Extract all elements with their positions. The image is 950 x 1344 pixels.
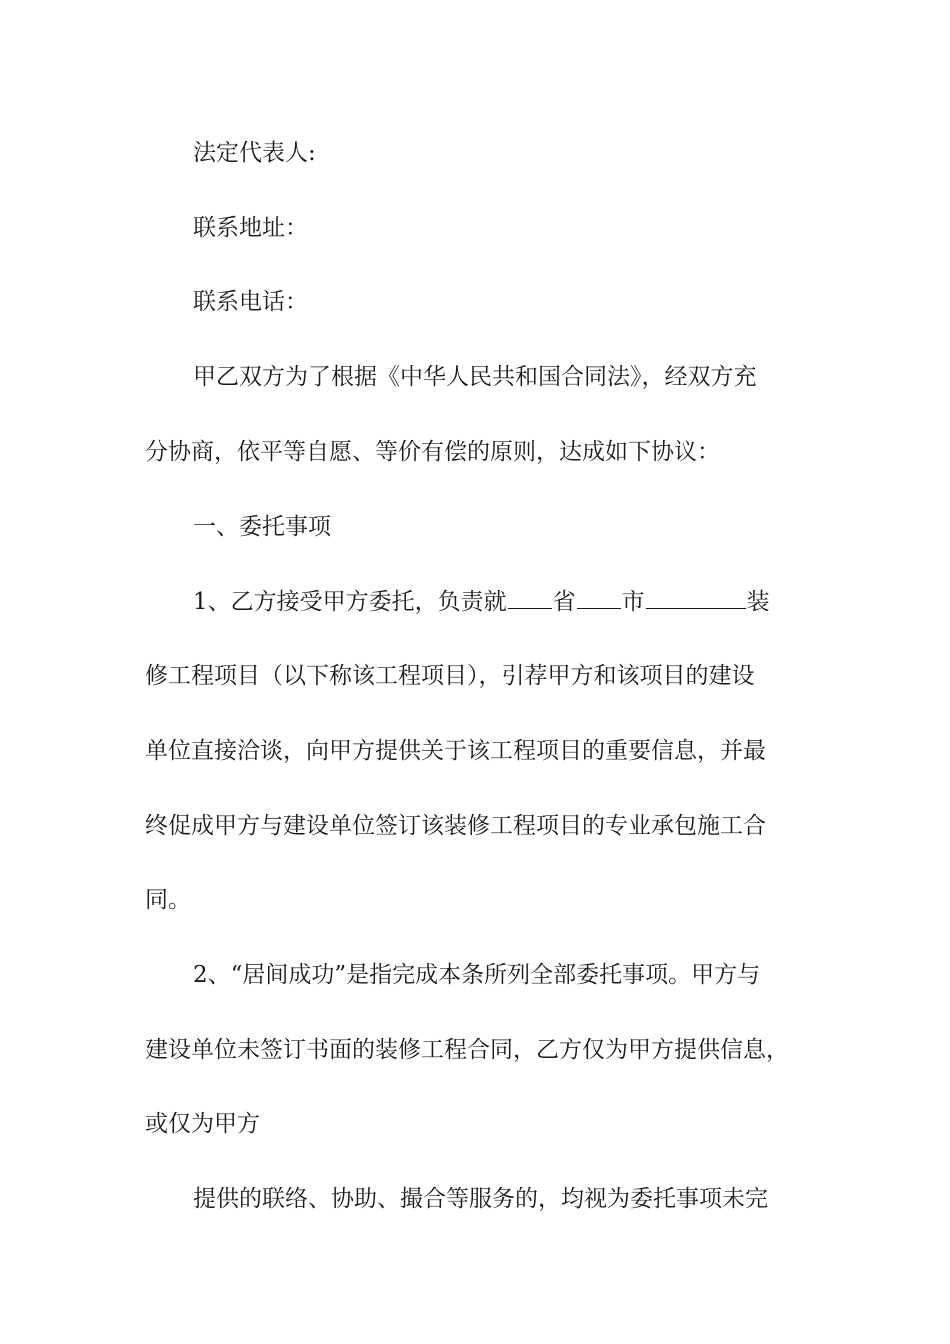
province-blank (508, 588, 552, 609)
item-2-line-1: 2、“居间成功”是指完成本条所列全部委托事项。甲方与 (193, 962, 761, 988)
legal-representative-line: 法定代表人: (193, 140, 316, 166)
item-1-line-1 (193, 587, 873, 617)
preamble-line-1: 甲乙双方为了根据《中华人民共和国合同法》，经双方充 (193, 364, 757, 390)
project-blank (646, 588, 746, 609)
item-2-line-2: 建设单位未签订书面的装修工程合同，乙方仅为甲方提供信息， (145, 1037, 789, 1063)
city-label: 市 (621, 589, 645, 615)
section-heading: 一、委托事项 (193, 514, 331, 540)
item-1-line-4: 终促成甲方与建设单位签订该装修工程项目的专业承包施工合 (145, 813, 766, 839)
item-1-suffix: 装 (746, 589, 770, 615)
item-1-line-5: 同。 (145, 887, 191, 913)
preamble-line-2: 分协商，依平等自愿、等价有偿的原则，达成如下协议： (145, 439, 720, 465)
item-1-line-3: 单位直接洽谈，向甲方提供关于该工程项目的重要信息，并最 (145, 738, 766, 764)
item-2-line-4: 提供的联络、协助、撮合等服务的，均视为委托事项未完 (193, 1186, 768, 1212)
city-blank (577, 588, 621, 609)
contact-address-line: 联系地址： (193, 215, 308, 241)
province-label: 省 (552, 589, 576, 615)
item-1-line-2: 修工程项目（以下称该工程项目），引荐甲方和该项目的建设 (145, 663, 755, 689)
item-1-prefix: 1、乙方接受甲方委托，负责就 (193, 589, 507, 615)
contact-phone-line: 联系电话： (193, 289, 308, 315)
item-2-line-3: 或仅为甲方 (145, 1111, 260, 1137)
